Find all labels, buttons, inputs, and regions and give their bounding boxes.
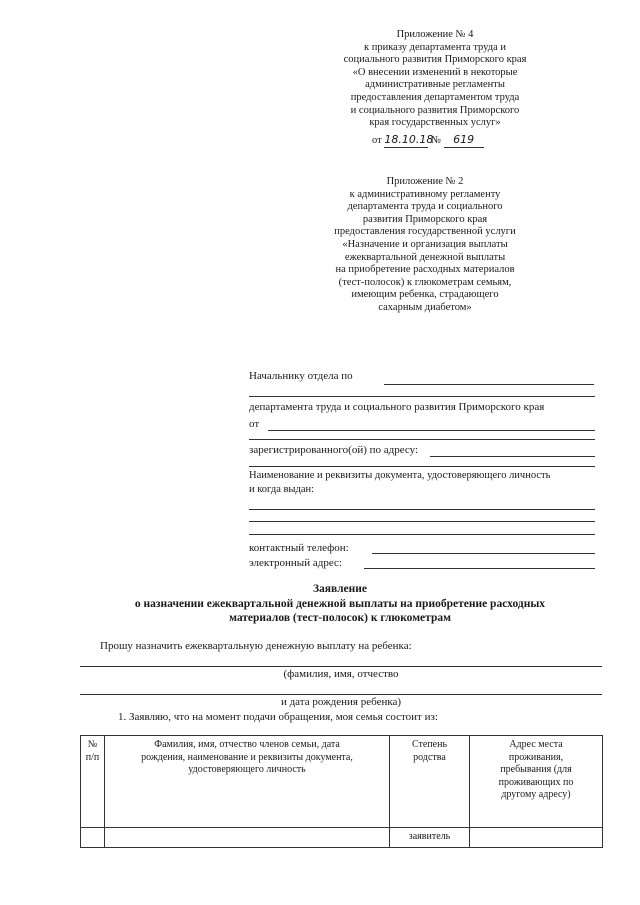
from-label: от xyxy=(249,418,260,430)
fill-line xyxy=(249,521,595,522)
table-cell xyxy=(105,828,390,848)
fill-line xyxy=(249,534,595,535)
appendix-2-line: развития Приморского края xyxy=(362,213,488,225)
appendix-2-line: на приобретение расходных материалов xyxy=(335,264,515,276)
table-row xyxy=(81,828,603,848)
email-label: электронный адрес: xyxy=(249,557,342,569)
hint-birthdate: и дата рождения ребенка) xyxy=(280,696,402,708)
hint-name: (фамилия, имя, отчество xyxy=(283,668,399,680)
table-cell xyxy=(81,828,105,848)
appendix-4-line: и социального развития Приморского xyxy=(350,104,520,116)
statement-title: Заявление xyxy=(312,583,367,595)
family-table xyxy=(80,735,603,848)
from-prefix: от xyxy=(372,135,382,146)
appendix-4-line: к приказу департамента труда и xyxy=(364,41,506,53)
fill-line xyxy=(372,553,595,554)
department-label: департамента труда и социального развития Приморского края xyxy=(249,401,545,413)
table-header-row xyxy=(81,736,603,828)
appendix-4-line: административные регламенты xyxy=(365,79,505,91)
relation-cell: заявитель xyxy=(390,828,470,848)
registered-label: зарегистрированного(ой) по адресу: xyxy=(249,444,419,456)
header-address: Адрес места проживания, пребывания (для проживающих по другому адресу) xyxy=(470,736,603,828)
appendix-2-line: Приложение № 2 xyxy=(386,176,464,187)
order-date-number xyxy=(372,134,484,148)
appendix-4-line: «О внесении изменений в некоторые xyxy=(352,66,518,78)
handwritten-number: 619 xyxy=(444,134,484,148)
appendix-2-line: ежеквартальной денежной выплаты xyxy=(344,251,506,263)
fill-line xyxy=(384,384,594,385)
statement-subtitle-2: материалов (тест-полосок) к глюкометрам xyxy=(229,612,451,624)
document-label-2: и когда выдан: xyxy=(249,484,315,495)
fill-line xyxy=(80,694,602,695)
header-full-name: Фамилия, имя, отчество членов семьи, дата рождения, наименование и реквизиты документа, удостоверяющего личность xyxy=(105,736,390,828)
appendix-2-line: предоставления государственной услуги xyxy=(334,226,516,238)
request-text: Прошу назначить ежеквартальную денежную выплату на ребенка: xyxy=(100,640,412,652)
fill-line xyxy=(430,456,595,457)
table-cell xyxy=(470,828,603,848)
statement-subtitle-1: о назначении ежеквартальной денежной выплаты на приобретение расходных xyxy=(134,598,546,610)
fill-line xyxy=(80,666,602,667)
fill-line xyxy=(249,509,595,510)
handwritten-date: 18.10.18 xyxy=(384,133,434,146)
document-label-1: Наименование и реквизиты документа, удостоверяющего личность xyxy=(249,470,551,481)
appendix-2-line: «Назначение и организация выплаты xyxy=(342,238,508,250)
appendix-4-line: края государственных услуг» xyxy=(369,117,501,129)
fill-line xyxy=(249,466,595,467)
header-number: № п/п xyxy=(81,736,105,828)
appendix-2-line: сахарным диабетом» xyxy=(378,301,472,313)
fill-line xyxy=(249,396,595,397)
header-relation: Степень родства xyxy=(390,736,470,828)
phone-label: контактный телефон: xyxy=(249,542,349,554)
appendix-4-line: Приложение № 4 xyxy=(396,29,474,40)
appendix-4-line: социального развития Приморского края xyxy=(343,54,527,66)
appendix-2-line: имеющим ребенка, страдающего xyxy=(351,289,499,301)
fill-line xyxy=(268,430,595,431)
fill-line xyxy=(364,568,595,569)
fill-line xyxy=(249,439,595,440)
appendix-2-line: департамента труда и социального xyxy=(347,201,503,213)
appendix-4-line: предоставления департаментом труда xyxy=(350,91,520,103)
item-1-text: 1. Заявляю, что на момент подачи обращения, моя семья состоит из: xyxy=(118,711,438,723)
appendix-2-line: к административному регламенту xyxy=(349,188,501,200)
appendix-4-block xyxy=(300,29,570,130)
addressee-head-label: Начальнику отдела по xyxy=(249,370,353,382)
appendix-2-block xyxy=(290,176,560,315)
number-prefix: № xyxy=(430,135,441,146)
appendix-2-line: (тест-полосок) к глюкометрам семьям, xyxy=(338,276,512,288)
